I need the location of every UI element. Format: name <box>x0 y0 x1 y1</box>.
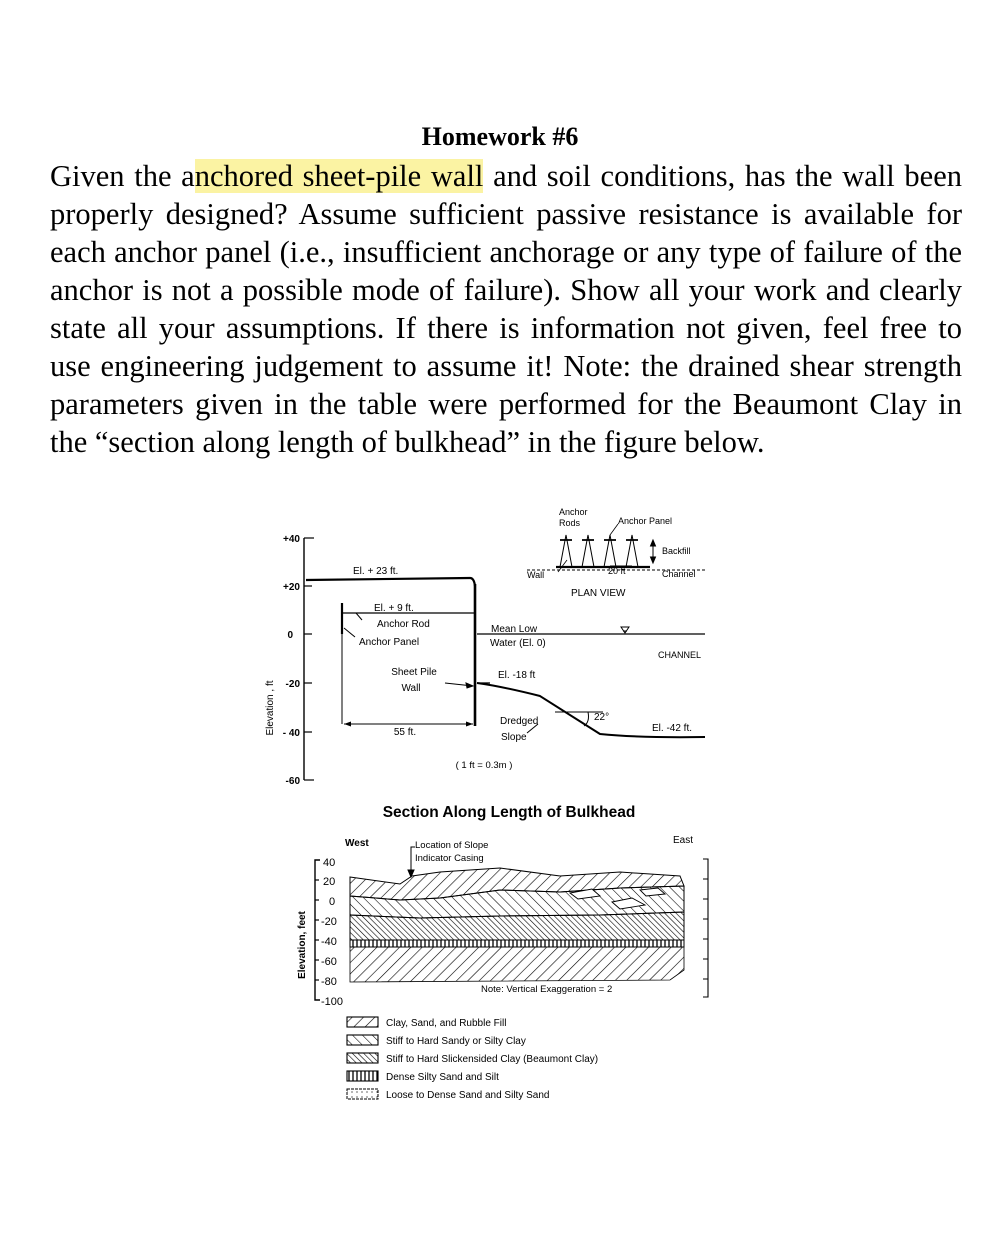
layer-dense-silty-sand <box>350 940 684 947</box>
label-east: East <box>673 835 694 846</box>
section-elevation-label: Elevation, feet <box>297 911 308 979</box>
label-exaggeration-note: Note: Vertical Exaggeration = 2 <box>481 984 613 995</box>
label-distance: 55 ft. <box>393 727 417 738</box>
label-channel: CHANNEL <box>658 650 702 660</box>
section-tick-minus100: -100 <box>321 996 344 1008</box>
legend-label-beaumont: Stiff to Hard Slickensided Clay (Beaumont Clay) <box>386 1054 599 1065</box>
label-west: West <box>345 838 369 849</box>
highlighted-phrase: nchored sheet-pile wall <box>194 159 484 193</box>
label-casing-1: Location of Slope <box>415 840 489 851</box>
statement-start: Given the a <box>50 159 195 193</box>
section-tick-minus60: -60 <box>321 956 337 968</box>
legend-swatch-dense-sand <box>347 1071 378 1081</box>
label-dredged-2: Slope <box>501 732 527 743</box>
label-anchor-rod: Anchor Rod <box>377 619 430 630</box>
plan-label-backfill: Backfill <box>662 546 691 556</box>
page-title: Homework #6 <box>421 122 579 151</box>
legend-swatch-loose-sand <box>347 1089 378 1099</box>
legend-label-loose-sand: Loose to Dense Sand and Silty Sand <box>386 1090 550 1101</box>
section-tick-minus20: -20 <box>321 916 337 928</box>
section-tick-minus80: -80 <box>321 976 337 988</box>
plan-label-wall: Wall <box>527 570 545 580</box>
legend-swatch-sandy-clay <box>347 1035 378 1045</box>
label-el-channel: El. -42 ft. <box>652 723 693 734</box>
y-tick-minus60: -60 <box>285 776 300 787</box>
plan-view-title: PLAN VIEW <box>571 588 626 599</box>
label-el-top: El. + 23 ft. <box>353 566 399 577</box>
plan-label-channel: Channel <box>662 569 696 579</box>
y-tick-minus40: - 40 <box>282 728 300 739</box>
label-el-dredge: El. -18 ft <box>498 670 536 681</box>
legend-swatch-fill <box>347 1017 378 1027</box>
label-mean-low-1: Mean Low <box>491 624 538 635</box>
section-elevation-axis <box>315 860 320 1000</box>
label-angle: 22° <box>594 712 610 723</box>
legend-label-sandy-clay: Stiff to Hard Sandy or Silty Clay <box>386 1036 526 1047</box>
y-tick-20: +20 <box>283 582 300 593</box>
label-mean-low-2: Water (El. 0) <box>490 638 546 649</box>
section-tick-minus40: -40 <box>321 936 337 948</box>
label-sheet-pile-2: Wall <box>401 683 421 694</box>
section-tick-40: 40 <box>323 857 336 869</box>
bulkhead-section-figure <box>297 804 708 1101</box>
label-conversion: ( 1 ft = 0.3m ) <box>455 760 513 771</box>
plan-view <box>527 507 705 599</box>
legend-label-fill: Clay, Sand, and Rubble Fill <box>386 1018 507 1029</box>
label-casing-2: Indicator Casing <box>415 853 484 864</box>
label-dredged-1: Dredged <box>500 716 539 727</box>
layer-lower-sand <box>350 947 684 982</box>
statement-rest: and soil conditions, has the wall been properly designed? Assume sufficient passive resistance is available for each anchor panel (i.e., insufficient anchorage or any type of failure of the anchor is not a possible mode of failure). Show all your work and clearly state all your assumptions. If there is information not given, feel free to use engineering judgement to assume it! Note: the drained shear strength parameters given in the table were performed for the Beaumont Clay in the “section along length of bulkhead” in the figure below. <box>50 159 962 459</box>
elevation-axis-label: Elevation , ft <box>265 680 276 736</box>
legend-swatch-beaumont <box>347 1053 378 1063</box>
y-tick-0: 0 <box>287 630 293 641</box>
plan-label-anchor-panel: Anchor Panel <box>618 516 673 526</box>
wall-section-figure <box>265 507 705 787</box>
label-el-anchor: El. + 9 ft. <box>374 603 414 614</box>
plan-label-spacing: 20 ft <box>608 566 626 576</box>
plan-label-anchor-rods-2: Rods <box>559 518 581 528</box>
soil-legend <box>347 1017 598 1101</box>
section-tick-20: 20 <box>323 876 336 888</box>
legend-label-dense-sand: Dense Silty Sand and Silt <box>386 1072 499 1083</box>
y-tick-minus20: -20 <box>285 679 300 690</box>
section-title: Section Along Length of Bulkhead <box>382 804 636 821</box>
label-sheet-pile-1: Sheet Pile <box>391 667 437 678</box>
plan-label-anchor-rods-1: Anchor <box>559 507 588 517</box>
y-tick-40: +40 <box>283 534 300 545</box>
ground-surface <box>306 578 475 586</box>
label-anchor-panel: Anchor Panel <box>359 637 420 648</box>
section-tick-0: 0 <box>329 896 336 908</box>
